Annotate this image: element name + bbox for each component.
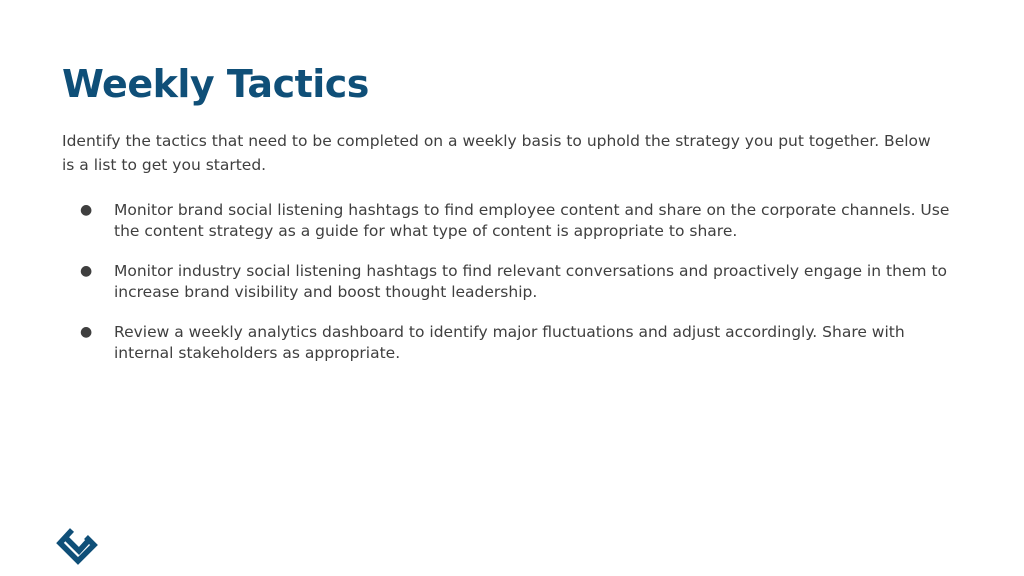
bullet-icon: ● xyxy=(80,324,93,340)
list-item xyxy=(0,322,964,364)
list-item-text: Monitor industry social listening hashtags to find relevant conversations and proactively engage in them to increase brand visibility and boost thought leadership. xyxy=(114,262,948,301)
list-item-text: Review a weekly analytics dashboard to identify major fluctuations and adjust accordingly. Share with internal stakeholders as appropriate. xyxy=(114,323,905,362)
list-item-text: Monitor brand social listening hashtags to find employee content and share on the corporate channels. Use the content strategy as a guide for what type of content is appropriate to share. xyxy=(114,201,950,240)
list-item xyxy=(0,200,964,242)
page-title: Weekly Tactics xyxy=(62,62,369,106)
tactics-list xyxy=(0,200,1024,383)
bullet-icon: ● xyxy=(80,202,93,218)
bullet-icon: ● xyxy=(80,263,93,279)
brand-logo-icon xyxy=(55,524,99,566)
intro-paragraph: Identify the tactics that need to be completed on a weekly basis to uphold the strategy you put together. Below is a list to get you started. xyxy=(62,132,931,174)
list-item xyxy=(0,261,964,303)
